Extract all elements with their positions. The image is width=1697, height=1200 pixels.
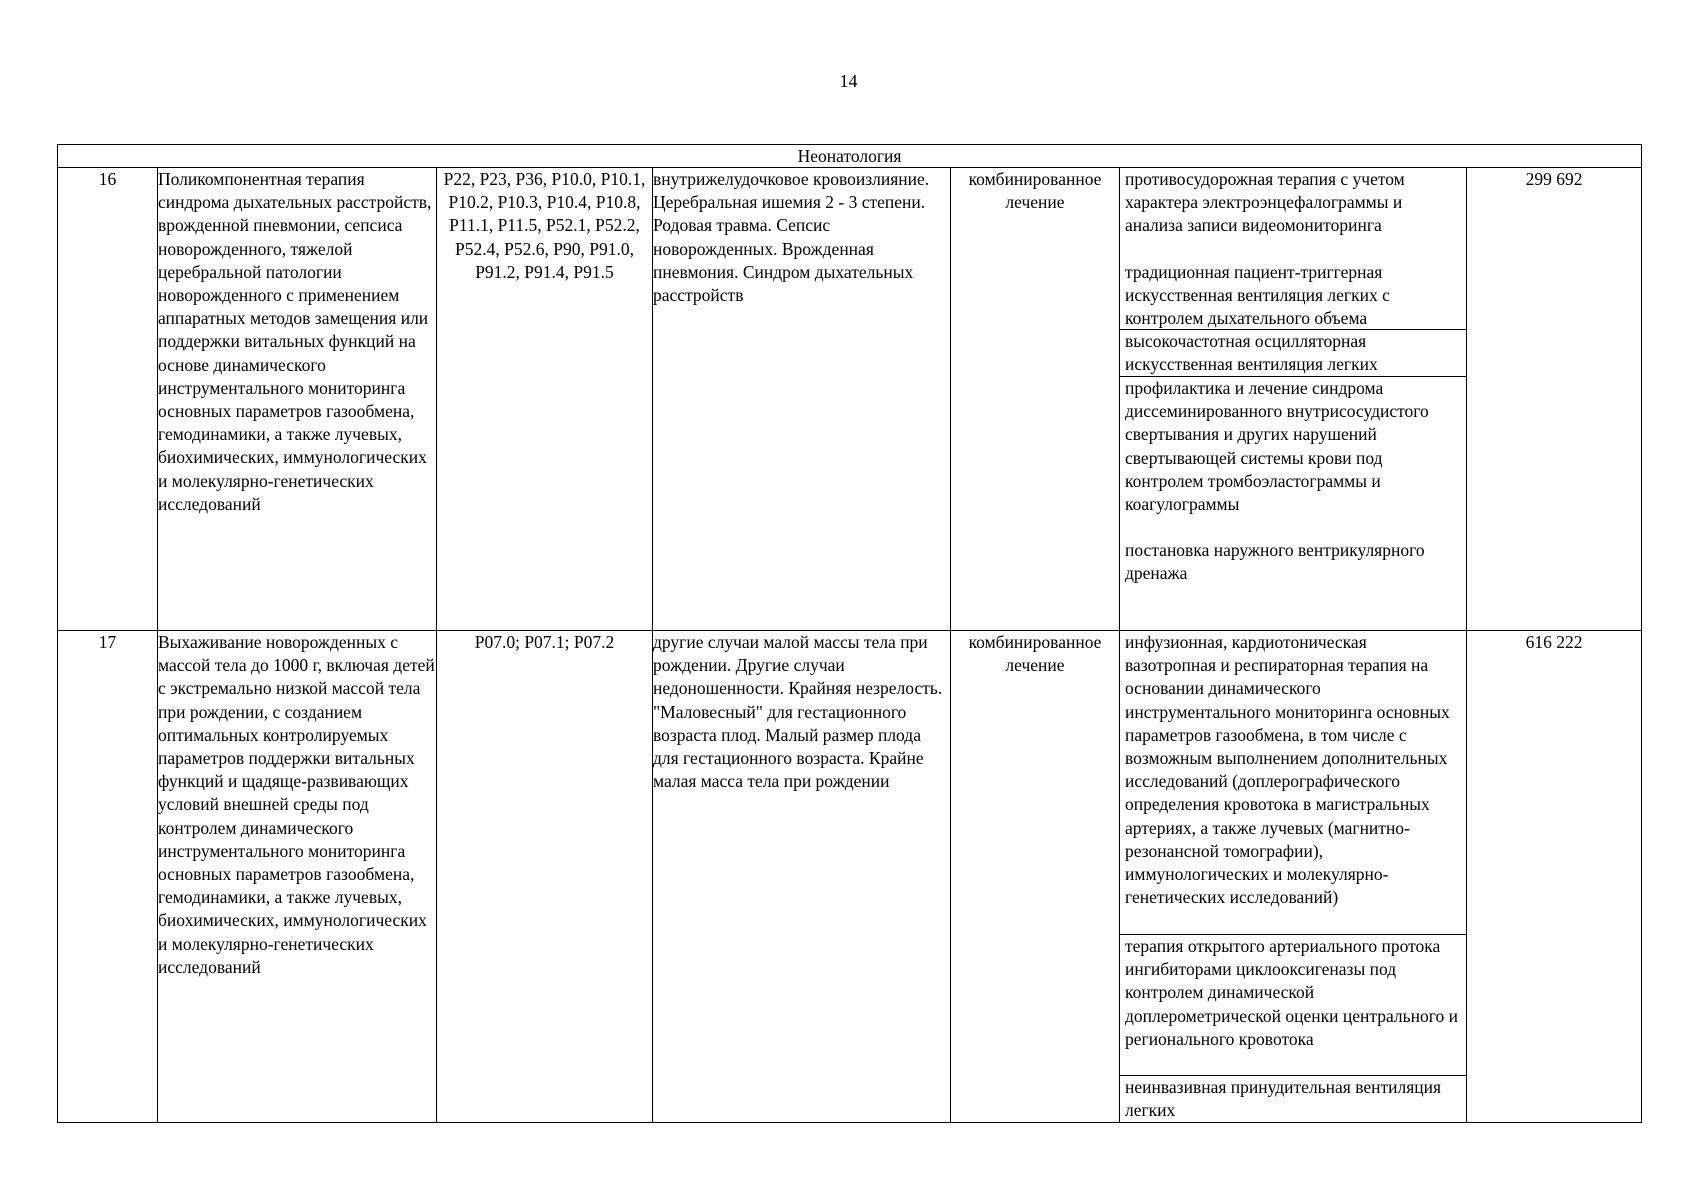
- treatment-type: комбинированное лечение: [951, 168, 1120, 631]
- method-item: [1120, 329, 1466, 376]
- page-number: 14: [839, 71, 858, 91]
- method-item: [1120, 376, 1466, 630]
- service-name: Выхаживание новорожденных с массой тела до 1000 г, включая детей с экстремально низкой массой тела при рождении, с созданием оптимальных контролируемых параметров поддержки витальных функций и щадяще-развивающих условий внешней среды под контролем динамического инструментального мониторинга основных параметров газообмена, гемодинамики, а также лучевых, биохимических, иммунологических и молекулярно-генетических исследований: [158, 631, 437, 1123]
- method-text: инфузионная, кардиотоническая вазотропная и респираторная терапия на основании динамического инструментального мониторинга основных параметров газообмена, в том числе с возможным выполнением дополнительных исследований (доплерографического определения кровотока в магистральных артериях, а также лучевых (магнитно-резонансной томографии), иммунологических и молекулярно-генетических исследований): [1125, 632, 1450, 908]
- patient-model: внутрижелудочковое кровоизлияние. Церебральная ишемия 2 - 3 степени. Родовая травма. Сепсис новорожденных. Врожденная пневмония. Синдром дыхательных расстройств: [653, 168, 951, 631]
- row-number: 16: [58, 168, 158, 631]
- method-text: терапия открытого артериального протока ингибиторами циклооксигеназы под контролем динамической доплерометрической оценки центрального и регионального кровотока: [1125, 936, 1458, 1049]
- diagnosis-codes: P07.0; P07.1; P07.2: [437, 631, 653, 1123]
- services-table: [57, 144, 1642, 1123]
- method-text: неинвазивная принудительная вентиляция легких: [1125, 1077, 1442, 1121]
- method-text: традиционная пациент-триггерная искусственная вентиляция легких с контролем дыхательного объема: [1125, 261, 1390, 329]
- method-item: [1120, 934, 1466, 1075]
- price: 616 222: [1467, 631, 1642, 1123]
- treatment-type: комбинированное лечение: [951, 631, 1120, 1123]
- service-name: Поликомпонентная терапия синдрома дыхательных расстройств, врожденной пневмонии, сепсиса новорожденного, тяжелой церебральной патологии новорожденного с применением аппаратных методов замещения или поддержки витальных функций на основе динамического инструментального мониторинга основных параметров газообмена, гемодинамики, а также лучевых, биохимических, иммунологических и молекулярно-генетических исследований: [158, 168, 437, 631]
- method-text: высокочастотная осцилляторная искусственная вентиляция легких: [1125, 331, 1378, 375]
- patient-model: другие случаи малой массы тела при рождении. Другие случаи недоношенности. Крайняя незрелость. "Маловесный" для гестационного возраста плод. Малый размер плода для гестационного возраста. Крайне малая масса тела при рождении: [653, 631, 951, 1123]
- row-number: 17: [58, 631, 158, 1123]
- method-text: противосудорожная терапия с учетом характера электроэнцефалограммы и анализа записи видеомониторинга: [1125, 169, 1405, 236]
- table-row: [58, 631, 1642, 1123]
- section-title: Неонатология: [58, 145, 1642, 168]
- method-text: постановка наружного вентрикулярного дренажа: [1125, 540, 1425, 584]
- method-item: [1120, 168, 1466, 329]
- method-text: профилактика и лечение синдрома диссеминированного внутрисосудистого свертывания и других нарушений свертывающей системы крови под контролем тромбоэластограммы и коагулограммы: [1125, 378, 1429, 515]
- price: 299 692: [1467, 168, 1642, 631]
- treatment-methods: [1120, 631, 1467, 1123]
- section-header-row: [58, 145, 1642, 168]
- table-row: [58, 168, 1642, 631]
- diagnosis-codes: P22, P23, P36, P10.0, P10.1, P10.2, P10.3, P10.4, P10.8, P11.1, P11.5, P52.1, P52.2, P52.4, P52.6, P90, P91.0, P91.2, P91.4, P91.5: [437, 168, 653, 631]
- method-item: [1120, 1075, 1466, 1122]
- method-item: [1120, 631, 1466, 934]
- treatment-methods: [1120, 168, 1467, 631]
